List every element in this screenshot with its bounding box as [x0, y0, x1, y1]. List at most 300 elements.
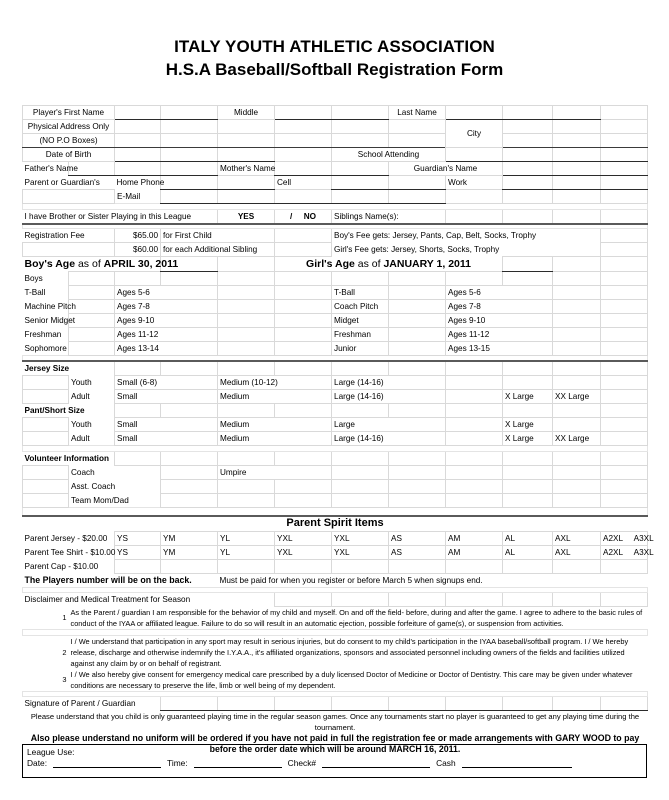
registration-fee-label: Registration Fee	[24, 231, 85, 240]
row-number-note	[23, 573, 648, 587]
league-date-input[interactable]	[53, 758, 161, 768]
city-input-c2[interactable]	[553, 120, 601, 134]
girl-div-gap-4	[389, 342, 446, 356]
girl-division-name[interactable]: Freshman	[332, 328, 389, 342]
last-name-input-cont2[interactable]	[553, 106, 601, 120]
row-signature	[23, 696, 648, 710]
girl-division-ages: Ages 9-10	[446, 314, 553, 328]
cap-c6	[389, 559, 446, 573]
row-pant-youth	[23, 418, 648, 432]
pant-youth-large[interactable]: Large	[332, 418, 446, 432]
volunteer-coach-option[interactable]: Coach	[71, 468, 95, 478]
email-input-c2[interactable]	[218, 190, 275, 204]
mid-gap-3b	[275, 328, 332, 342]
age-gap-1	[218, 257, 275, 272]
row-email	[23, 190, 648, 204]
email-pad5	[601, 190, 648, 204]
vol-asst-p5	[446, 480, 503, 494]
row-playing-time-note	[23, 710, 648, 733]
work-input[interactable]	[503, 176, 553, 190]
vol-asst-p3	[332, 480, 389, 494]
jersey-adult-label: Adult	[71, 392, 90, 401]
city-label: City	[446, 120, 503, 148]
school-input-c4[interactable]	[601, 148, 648, 162]
guardian-input[interactable]	[503, 162, 553, 176]
vol-asst-p8	[601, 480, 648, 494]
league-time-input[interactable]	[194, 758, 282, 768]
signature-input-c4[interactable]	[332, 696, 389, 710]
age-pad-2	[601, 257, 648, 272]
dob-label: Date of Birth	[23, 148, 115, 162]
league-cash-label: Cash	[436, 758, 456, 768]
row-player-name	[23, 106, 648, 120]
div-pad-2b	[601, 314, 648, 328]
volunteer-team-mom-dad-option[interactable]: Team Mom/Dad	[71, 495, 129, 505]
spirit-size-axl[interactable]: AXL	[553, 545, 601, 559]
first-name-input-cont[interactable]	[161, 106, 218, 120]
mid-gap-0a	[218, 286, 275, 300]
jersey-youth-gap1	[446, 376, 503, 390]
vol-mom-p4	[389, 494, 446, 508]
row-parents	[23, 162, 648, 176]
vol-mom-p6	[503, 494, 553, 508]
school-label: School Attending	[332, 148, 446, 162]
girls-age-input[interactable]	[503, 257, 553, 272]
address-input-b2[interactable]	[161, 134, 218, 148]
disclaimer-number: 1	[62, 612, 67, 622]
fee-pad-2	[23, 243, 115, 257]
jersey-adult-large[interactable]: Large (14-16)	[332, 390, 446, 404]
father-input-c3[interactable]	[161, 162, 218, 176]
disclaimer-text: I / We understand that participation in any sport may result in serious injuries, but do consent to my child's participation in the IYAA baseball/softball program. I / We hereby release, discharge and otherwise indemnify the I.Y.A.A., it's affiliated organizations, sponsors and associated personnel including owners of the fields and facilities utilized against any claim by or on behalf of registrant.	[70, 636, 629, 668]
jersey-youth-xxl	[553, 376, 601, 390]
siblings-names-input-c3[interactable]	[553, 210, 601, 225]
sibling-no-option[interactable]	[275, 210, 332, 225]
jersey-adult-pad2	[601, 390, 648, 404]
row-spacer-5	[23, 508, 648, 517]
first-child-amount: $65.00	[115, 229, 161, 243]
vol-coach-p1	[332, 466, 389, 480]
email-input-c5[interactable]	[389, 190, 446, 204]
email-input[interactable]	[161, 190, 218, 204]
division-row	[23, 328, 648, 342]
city-input-b2[interactable]	[553, 134, 601, 148]
spirit-size-al[interactable]: AL	[503, 545, 553, 559]
jersey-adult-xl[interactable]: X Large	[503, 390, 553, 404]
uniform-payment-note: Also please understand no uniform will be ordered if you have not paid in full the registration fee or made arrangements with GARY WOOD to pay before the order date which will be around MARCH 16, 2011.	[30, 732, 640, 754]
mid-gap-1b	[275, 300, 332, 314]
boys-sec-p9	[503, 272, 553, 286]
sibling-slash: /	[290, 212, 293, 221]
mother-input[interactable]	[275, 162, 332, 176]
pant-youth-label: Youth	[71, 420, 92, 429]
spirit-size-a2xl[interactable]	[601, 545, 654, 559]
jersey-hd-p8	[503, 361, 553, 376]
volunteer-umpire-option[interactable]: Umpire	[220, 468, 247, 477]
jersey-youth-large[interactable]: Large (14-16)	[332, 376, 446, 390]
last-name-input-cont[interactable]	[503, 106, 553, 120]
address-input-c3[interactable]	[218, 120, 275, 134]
spirit-size-ys[interactable]: YS	[115, 531, 161, 545]
row-spirit-header	[23, 516, 648, 531]
vol-hd-p10	[601, 452, 648, 466]
first-name-input[interactable]	[115, 106, 161, 120]
vol-coach-box[interactable]	[161, 466, 218, 480]
siblings-names-input-c4[interactable]	[601, 210, 648, 225]
home-phone-input[interactable]	[161, 176, 218, 190]
girl-division-ages: Ages 11-12	[446, 328, 553, 342]
row-address2-pad	[601, 134, 648, 148]
city-input-b1[interactable]	[503, 134, 553, 148]
volunteer-header: Volunteer Information	[24, 454, 109, 463]
boys-fee-gets: Boy's Fee gets: Jersey, Pants, Cap, Belt, Socks, Trophy	[334, 231, 537, 241]
address-input-b6[interactable]	[389, 134, 446, 148]
spirit-size-am[interactable]: AM	[446, 531, 503, 545]
jersey-youth-pad	[23, 376, 69, 390]
home-phone-label: Home Phone	[116, 178, 165, 188]
vol-coach-pad	[23, 466, 69, 480]
middle-name-input-cont[interactable]	[332, 106, 389, 120]
spirit-item-label: Parent Jersey - $20.00	[24, 533, 108, 543]
disclaimer-item	[23, 635, 648, 669]
address-input-c2[interactable]	[161, 120, 218, 134]
work-label: Work	[448, 178, 467, 187]
disc-hd-p2	[332, 592, 389, 606]
signature-input-c3[interactable]	[275, 696, 332, 710]
boy-division-name[interactable]: Machine Pitch	[24, 302, 76, 311]
cap-c3	[218, 559, 275, 573]
jersey-youth-label: Youth	[71, 378, 92, 387]
parent-guardian-label: Parent or Guardian's	[24, 178, 100, 187]
pant-size-header: Pant/Short Size	[24, 406, 85, 415]
mid-gap-2a	[218, 314, 275, 328]
father-input-c2[interactable]	[115, 162, 161, 176]
spirit-size-al[interactable]: AL	[503, 531, 553, 545]
row-fee-sibling	[23, 243, 648, 257]
signature-input-c9[interactable]	[601, 696, 648, 710]
home-phone-input-c2[interactable]	[218, 176, 275, 190]
cap-c9	[553, 559, 601, 573]
dob-input-c2[interactable]	[161, 148, 218, 162]
boy-div-gap-4	[69, 342, 115, 356]
cap-c10	[601, 559, 648, 573]
address-input-b5[interactable]	[332, 134, 389, 148]
league-check-input[interactable]	[322, 758, 430, 768]
fee-gap-2	[275, 243, 332, 257]
pant-adult-gap1	[446, 432, 503, 446]
disc-hd-p4	[446, 592, 503, 606]
pant-youth-xl[interactable]: X Large	[503, 418, 553, 432]
boys-sec-p3	[161, 272, 218, 286]
boys-age-date: APRIL 30, 2011	[103, 257, 179, 270]
signature-label: Signature of Parent / Guardian	[24, 698, 136, 708]
pant-hd-p4	[275, 404, 332, 418]
boys-age-header	[23, 257, 179, 272]
sibling-question-label: I have Brother or Sister Playing in this League	[24, 212, 192, 221]
boy-div-gap-2	[69, 314, 115, 328]
pant-youth-small[interactable]: Small	[115, 418, 218, 432]
mid-gap-2b	[275, 314, 332, 328]
vol-asst-box[interactable]	[161, 480, 218, 494]
sibling-yes-option[interactable]: YES	[218, 210, 275, 225]
mid-gap-0b	[275, 286, 332, 300]
pant-hd-p6	[389, 404, 446, 418]
jersey-hd-p5	[332, 361, 389, 376]
girl-division-name[interactable]: Coach Pitch	[332, 300, 389, 314]
spirit-size-axl[interactable]: AXL	[553, 531, 601, 545]
boy-division-name[interactable]: T-Ball	[24, 288, 46, 297]
div-pad-0b	[601, 286, 648, 300]
vol-coach-p5	[553, 466, 601, 480]
league-use-header: League Use:	[27, 747, 75, 757]
vol-hd-p7	[446, 452, 503, 466]
girls-age-prefix: Girl's Age	[306, 257, 355, 270]
spirit-size-ym[interactable]: YM	[161, 545, 218, 559]
league-date-label: Date:	[27, 758, 48, 768]
boy-div-gap-0	[69, 286, 115, 300]
spirit-size-as[interactable]: AS	[389, 545, 446, 559]
boy-division-ages: Ages 11-12	[115, 328, 218, 342]
spirit-size-yxl-2[interactable]: YXL	[332, 545, 389, 559]
row-jersey-adult	[23, 390, 648, 404]
vol-asst-p1	[218, 480, 275, 494]
disclaimer-item	[23, 606, 648, 629]
boy-division-ages: Ages 13-14	[115, 342, 218, 356]
spirit-size-ys[interactable]: YS	[115, 545, 161, 559]
jersey-hd-p2	[161, 361, 218, 376]
signature-input-c8[interactable]	[553, 696, 601, 710]
row-volunteer-coach	[23, 466, 648, 480]
guardian-input-c3[interactable]	[601, 162, 648, 176]
girl-division-ages: Ages 7-8	[446, 300, 553, 314]
guardian-label: Guardian's Name	[389, 162, 503, 176]
signature-input-c5[interactable]	[389, 696, 446, 710]
cell-input-c2[interactable]	[389, 176, 446, 190]
city-input[interactable]	[503, 120, 553, 134]
pant-youth-gap1	[446, 418, 503, 432]
work-input-c2[interactable]	[553, 176, 601, 190]
pant-hd-p9	[553, 404, 601, 418]
division-row	[23, 342, 648, 356]
league-check-label: Check#	[287, 758, 317, 768]
address-input-c4[interactable]	[275, 120, 332, 134]
dob-input-c3[interactable]	[218, 148, 275, 162]
siblings-names-label: Siblings Name(s):	[334, 212, 399, 221]
girls-age-header	[275, 257, 503, 272]
boy-division-name[interactable]: Senior Midget	[24, 316, 76, 325]
pant-hd-p1	[115, 404, 161, 418]
siblings-names-input-c2[interactable]	[503, 210, 553, 225]
spirit-size-yl[interactable]: YL	[218, 545, 275, 559]
vol-mom-p8	[601, 494, 648, 508]
vol-mom-p3	[332, 494, 389, 508]
spirit-size-as[interactable]: AS	[389, 531, 446, 545]
row-disclaimer-header	[23, 592, 648, 606]
jersey-hd-p6	[389, 361, 446, 376]
boys-sec-p6	[332, 272, 389, 286]
spirit-size-am[interactable]: AM	[446, 545, 503, 559]
disc-hd-p1	[275, 592, 332, 606]
row-address-line1	[23, 120, 648, 134]
school-input-c2[interactable]	[503, 148, 553, 162]
address-input-c6[interactable]	[389, 120, 446, 134]
pant-adult-xxl[interactable]: XX Large	[553, 432, 601, 446]
jersey-adult-xxl[interactable]: XX Large	[553, 390, 601, 404]
pant-youth-medium[interactable]: Medium	[218, 418, 332, 432]
address-label-line1: Physical Address Only	[23, 120, 115, 134]
mother-input-c2[interactable]	[332, 162, 389, 176]
siblings-names-input[interactable]	[446, 210, 503, 225]
vol-coach-p6	[601, 466, 648, 480]
row-pant-adult	[23, 432, 648, 446]
boy-division-name[interactable]: Freshman	[24, 330, 62, 339]
girl-div-gap-1	[389, 300, 446, 314]
row-jersey-header	[23, 361, 648, 376]
row-spirit-jersey	[23, 531, 648, 545]
email-label: E-Mail	[117, 191, 141, 201]
address-input-b4[interactable]	[275, 134, 332, 148]
disclaimer-number: 3	[62, 675, 67, 684]
form-title: H.S.A Baseball/Softball Registration Form	[165, 60, 504, 79]
pant-adult-large[interactable]: Large (14-16)	[332, 432, 446, 446]
mid-gap-4a	[218, 342, 275, 356]
work-input-c3[interactable]	[601, 176, 648, 190]
spirit-size-yxl[interactable]: YXL	[275, 531, 332, 545]
boy-div-gap-3	[69, 328, 115, 342]
jersey-youth-xl	[503, 376, 553, 390]
guardian-input-c2[interactable]	[553, 162, 601, 176]
girl-division-name[interactable]: T-Ball	[332, 286, 389, 300]
boy-division-ages: Ages 9-10	[115, 314, 218, 328]
email-pad2	[446, 190, 503, 204]
div-pad-3b	[601, 328, 648, 342]
spirit-size-yxl[interactable]: YXL	[275, 545, 332, 559]
dob-input[interactable]	[115, 148, 161, 162]
league-use-box	[22, 744, 647, 778]
league-time-label: Time:	[167, 758, 188, 768]
signature-input-c7[interactable]	[503, 696, 553, 710]
division-row	[23, 314, 648, 328]
row-volunteer-teammom	[23, 494, 648, 508]
pant-hd-p2	[161, 404, 218, 418]
row-dob-school	[23, 148, 648, 162]
girl-division-name[interactable]: Midget	[332, 314, 389, 328]
boys-sec-p8	[446, 272, 503, 286]
middle-name-input[interactable]	[275, 106, 332, 120]
girl-div-gap-0	[389, 286, 446, 300]
volunteer-asst-coach-option[interactable]: Asst. Coach	[71, 482, 116, 491]
jersey-youth-medium[interactable]: Medium (10-12)	[218, 376, 332, 390]
father-label: Father's Name	[24, 164, 78, 174]
row-age-headers	[23, 257, 648, 272]
vol-hd-p6	[389, 452, 446, 466]
pant-hd-p8	[503, 404, 553, 418]
div-pad-1b	[601, 300, 648, 314]
row-volunteer-header	[23, 452, 648, 466]
boys-sec-p10	[553, 272, 601, 286]
address-input[interactable]	[115, 120, 161, 134]
first-child-text: for First Child	[161, 229, 275, 243]
cap-c8	[503, 559, 553, 573]
address-input-c5[interactable]	[332, 120, 389, 134]
cap-c1	[115, 559, 161, 573]
email-input-c4[interactable]	[332, 190, 389, 204]
pant-adult-pad2	[601, 432, 648, 446]
spirit-size-yxl-2[interactable]: YXL	[332, 531, 389, 545]
vol-mom-box[interactable]	[161, 494, 218, 508]
address-input-b3[interactable]	[218, 134, 275, 148]
league-cash-input[interactable]	[462, 758, 572, 768]
disclaimer-text: As the Parent / guardian I am responsible for the behavior of my child and myself. On and off the field- before, during and after the game. I agree to adhere to the basic rules of conduct of the IYAA or affiliated league. Failure to do so will result in an automatic ejection, possible forfeiture of game(s), or suspension from activities.	[70, 607, 643, 628]
boys-age-mid: as of	[77, 257, 101, 270]
div-pad-0a	[553, 286, 601, 300]
row-siblings	[23, 210, 648, 225]
boys-sec-p1	[69, 272, 115, 286]
row-jersey-youth	[23, 376, 648, 390]
jersey-youth-small[interactable]: Small (6-8)	[115, 376, 218, 390]
jersey-adult-medium[interactable]: Medium	[218, 390, 332, 404]
school-input[interactable]	[446, 148, 503, 162]
div-pad-2a	[553, 314, 601, 328]
email-pad3	[503, 190, 553, 204]
spirit-a3xl-label: A3XL	[633, 547, 654, 557]
spirit-items-header: Parent Spirit Items	[286, 517, 384, 530]
dob-gap	[275, 148, 332, 162]
girls-age-date: JANUARY 1, 2011	[383, 257, 471, 270]
cell-label: Cell	[277, 178, 292, 187]
form-header	[0, 0, 669, 82]
spirit-item-label: Parent Tee Shirt - $10.00	[24, 547, 116, 557]
division-row	[23, 286, 648, 300]
sibling-no-label: NO	[303, 212, 316, 221]
mid-gap-3a	[218, 328, 275, 342]
sibling-amount: $60.00	[115, 243, 161, 257]
signature-input-c2[interactable]	[218, 696, 275, 710]
vol-asst-p4	[389, 480, 446, 494]
spirit-size-yl[interactable]: YL	[218, 531, 275, 545]
vol-mom-p2	[275, 494, 332, 508]
email-pad	[23, 190, 115, 204]
cell-input[interactable]	[332, 176, 389, 190]
playing-time-note: Please understand that you child is only guaranteed playing time in the regular season games. Once any tournaments start no player is guaranteed to get any playing time during the tournament.	[30, 711, 640, 732]
spirit-size-ym[interactable]: YM	[161, 531, 218, 545]
girl-division-name[interactable]: Junior	[332, 342, 389, 356]
cap-c5	[332, 559, 389, 573]
signature-input-c6[interactable]	[446, 696, 503, 710]
disclaimer-item	[23, 669, 648, 692]
pant-adult-xl[interactable]: X Large	[503, 432, 553, 446]
vol-mom-pad	[23, 494, 69, 508]
girls-fee-gets: Girl's Fee gets: Jersey, Shorts, Socks, Trophy	[334, 244, 500, 254]
jersey-adult-small[interactable]: Small	[115, 390, 218, 404]
address-input-b1[interactable]	[115, 134, 161, 148]
pant-adult-small[interactable]: Small	[115, 432, 218, 446]
girl-div-gap-2	[389, 314, 446, 328]
jersey-hd-p9	[553, 361, 601, 376]
boy-division-name[interactable]: Sophomore	[24, 343, 67, 353]
school-input-c3[interactable]	[553, 148, 601, 162]
spirit-size-a2xl[interactable]	[601, 531, 654, 545]
email-input-c3[interactable]	[275, 190, 332, 204]
boys-sec-p11	[601, 272, 648, 286]
pant-adult-medium[interactable]: Medium	[218, 432, 332, 446]
div-pad-4a	[553, 342, 601, 356]
players-number-note: The Players number will be on the back.	[24, 574, 192, 585]
signature-input[interactable]	[161, 696, 218, 710]
last-name-input[interactable]	[446, 106, 503, 120]
spirit-item-label: Parent Cap - $10.00	[24, 561, 99, 571]
pant-hd-p7	[446, 404, 503, 418]
